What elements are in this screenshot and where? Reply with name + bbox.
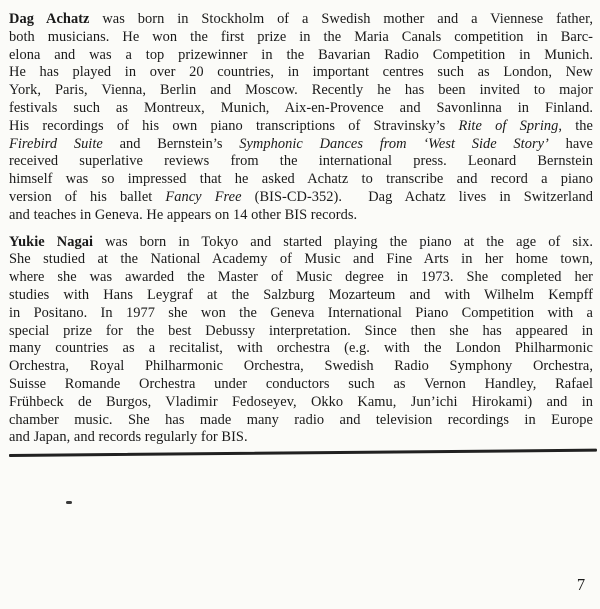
text-run: elona and was a top prizewinner in the Bavarian Radio Competition in Munich. [9,46,593,63]
text-run: Orchestra, Royal Philharmonic Orchestra, Swedish Radio Symphony Orchestra, [9,358,593,375]
text-line [9,394,593,412]
text-line [9,287,593,305]
text-line [9,29,593,47]
text-line [9,153,593,171]
text-run: where she was awarded the Master of Music degree in 1973. She completed her [9,269,593,286]
text-line [9,376,593,394]
text-line [9,340,593,358]
scan-artifact-dot [66,501,72,504]
text-run: both musicians. He won the first prize in the Maria Canals competition in Barc- [9,28,593,45]
italic-text-run: Firebird Suite [9,135,103,152]
text-line [9,118,593,136]
text-run: was born in Stockholm of a Swedish mother and a Viennese father, [89,11,593,27]
text-run: himself was so impressed that he asked Achatz to transcribe and record a piano [9,171,593,188]
text-run: Frühbeck de Burgos, Vladimir Fedoseyev, Okko Kamu, Jun’ichi Hirokami) and in [9,393,593,410]
text-run: version of his ballet [9,188,166,205]
text-run: Suisse Romande Orchestra under conductors such as Vernon Handley, Rafael [9,375,593,392]
text-line [9,136,593,154]
text-run: and Bernstein’s [102,135,240,152]
text-run: His recordings of his own piano transcriptions of Stravinsky’s [9,117,459,134]
text-line [9,64,593,82]
text-line [9,100,593,118]
text-run: and Japan, and records regularly for BIS. [9,429,248,446]
text-run: was born in Tokyo and started playing the piano at the age of six. [93,233,593,250]
italic-text-run: Symphonic Dances from ‘West Side Story’ [239,135,549,152]
text-line [9,412,593,430]
dag-achatz-bio-paragraph [9,11,593,225]
bold-text-run: Dag Achatz [9,11,90,27]
text-run: chamber music. She has made many radio and television recordings in Europe [9,411,593,428]
text-run: studies with Hans Leygraf at the Salzburg Mozarteum and with Wilhelm Kempff [9,286,593,303]
text-run: (BIS-CD-352). Dag Achatz lives in Switzerland [241,188,593,205]
text-run: many countries as a recitalist, with orchestra (e.g. with the London Philharmonic [9,340,593,357]
text-run: festivals such as Montreux, Munich, Aix-en-Provence and Savonlinna in Finland. [9,99,593,116]
text-line [9,251,593,269]
text-run: have [548,135,593,152]
text-run: received superlative reviews from the international press. Leonard Bernstein [9,153,593,170]
text-line [9,269,593,287]
text-line [9,47,593,65]
text-line [9,323,593,341]
text-line [9,358,593,376]
text-line [9,82,593,100]
text-line [9,429,593,447]
text-line [9,189,593,207]
text-run: special prize for the best Debussy interpretation. Since then she has appeared in [9,322,593,339]
italic-text-run: Rite of Spring [458,117,559,134]
text-run: in Positano. In 1977 she won the Geneva International Piano Competition with a [9,304,593,321]
italic-text-run: Fancy Free [165,188,242,205]
text-run: He has played in over 20 countries, in important centres such as London, New [9,64,593,81]
text-run: and teaches in Geneva. He appears on 14 other BIS records. [9,206,358,223]
text-run: York, Paris, Vienna, Berlin and Moscow. Recently he has been invited to major [9,82,593,99]
text-run: , the [558,117,593,134]
text-run: She studied at the National Academy of Music and Fine Arts in her home town, [9,251,593,268]
yukie-nagai-bio-paragraph [9,234,593,448]
page-number: 7 [576,575,586,594]
bold-text-run: Yukie Nagai [9,233,94,250]
text-line [9,207,593,225]
bio-text-block [9,11,593,447]
text-line [9,11,593,29]
text-line [9,171,593,189]
text-line [9,305,593,323]
text-line [9,234,593,252]
horizontal-rule [9,449,597,457]
